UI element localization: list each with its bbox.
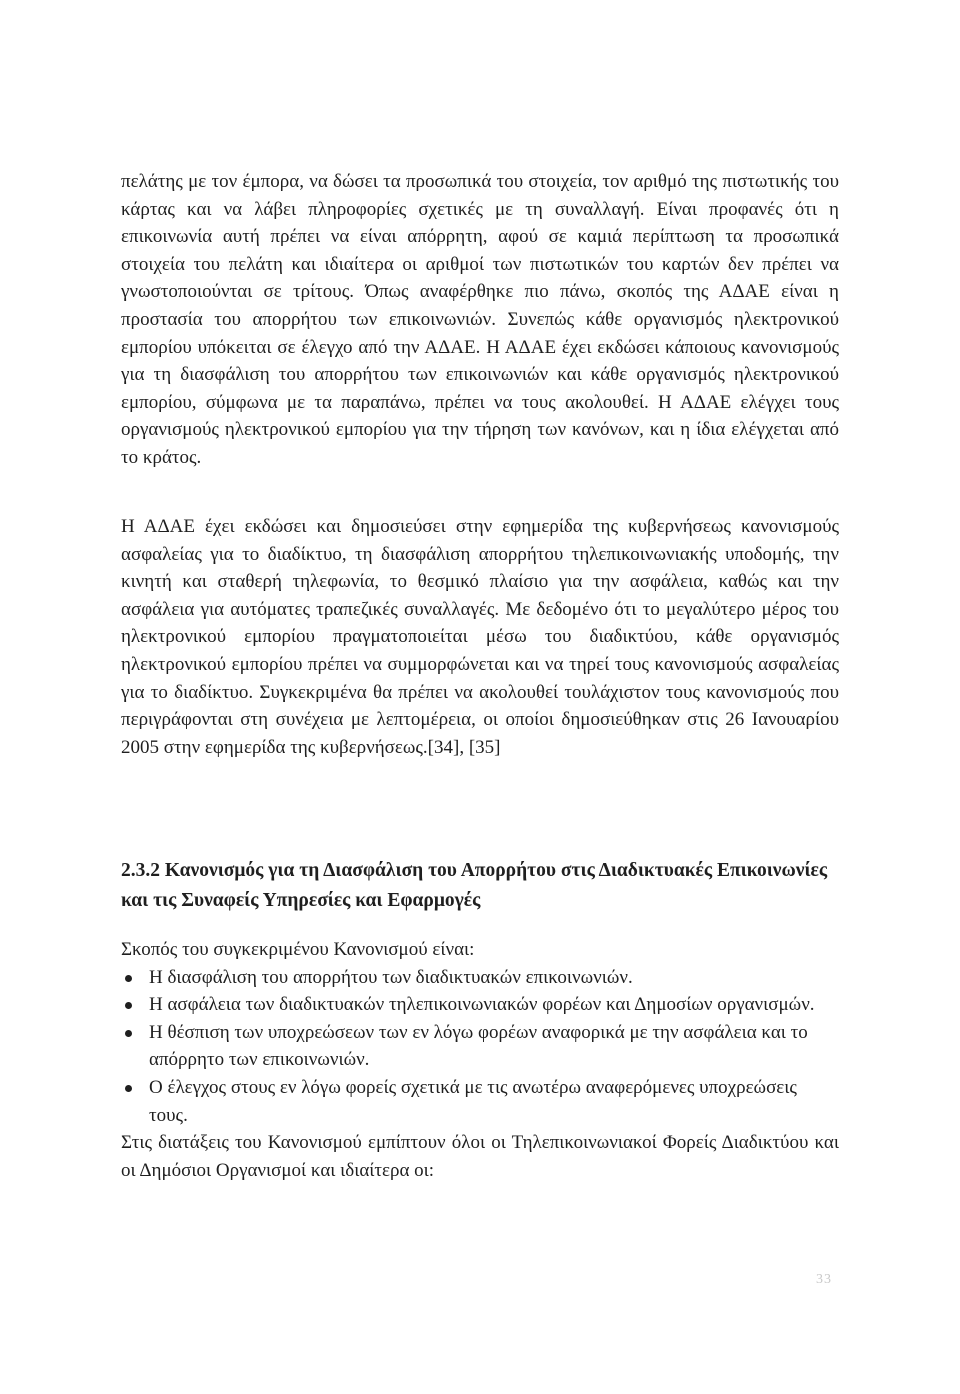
bullet-icon xyxy=(125,1002,132,1009)
paragraph-text: Η ΑΔΑΕ έχει εκδώσει και δημοσιεύσει στην εφημερίδα της κυβερνήσεως κανονισμούς ασφαλείας για το διαδίκτυο, τη διασφάλιση απορρήτου τηλεπικοινωνιακής υποδομής, την κινητή και σταθερή τηλεφωνία, το θεσμικό πλαίσιο για την ασφάλεια, καθώς και την ασφάλεια για αυτόματες τραπεζικές συναλλαγές. Με δεδομένο ότι το μεγαλύτερο μέρος του ηλεκτρονικού εμπορίου πραγματοποιείται μέσω του διαδικτύου, κάθε οργανισμός ηλεκτρονικού εμπορίου πρέπει να συμμορφώνεται και να τηρεί τους κανονισμούς ασφαλείας για το διαδίκτυο. Συγκεκριμένα θα πρέπει να ακολουθεί τουλάχιστον τους κανονισμούς που περιγράφονται στη συνέχεια με λεπτομέρεια, οι οποίοι δημοσιεύθηκαν στις 26 Ιανουαρίου 2005 στην εφημερίδα της κυβερνήσεως.[34], [35] xyxy=(121,516,839,758)
bullet-icon xyxy=(125,1085,132,1092)
list-item-text: Η θέσπιση των υποχρεώσεων των εν λόγω φορέων αναφορικά με την ασφάλεια και το απόρρητο των επικοινωνιών. xyxy=(149,1021,808,1071)
closing-paragraph: Στις διατάξεις του Κανονισμού εμπίπτουν όλοι οι Τηλεπικοινωνιακοί Φορείς Διαδικτύου και οι Δημόσιοι Οργανισμοί και ιδιαίτερα οι: xyxy=(121,1132,839,1181)
section-heading: 2.3.2 Κανονισμός για τη Διασφάλιση του Απορρήτου στις Διαδικτυακές Επικοινωνίες και τις Συναφείς Υπηρεσίες και Εφαρμογές xyxy=(121,860,828,911)
list-item xyxy=(121,991,839,1019)
section-content xyxy=(121,936,839,1184)
list-item-text: Ο έλεγχος στους εν λόγω φορείς σχετικά με τις ανωτέρω αναφερόμενες υποχρεώσεις τους. xyxy=(149,1076,797,1126)
body-paragraph-1 xyxy=(121,168,839,472)
bullet-list xyxy=(121,964,839,1130)
list-item-text: Η διασφάλιση του απορρήτου των διαδικτυακών επικοινωνιών. xyxy=(149,966,633,988)
list-item xyxy=(121,964,839,992)
list-item xyxy=(121,1019,839,1074)
paragraph-text: πελάτης με τον έμπορα, να δώσει τα προσωπικά του στοιχεία, τον αριθμό της πιστωτικής του κάρτας και να λάβει πληροφορίες σχετικές με τη συναλλαγή. Είναι προφανές ότι η επικοινωνία αυτή πρέπει να είναι απόρρητη, αφού σε καμιά περίπτωση τα προσωπικά στοιχεία του πελάτη και ιδιαίτερα οι αριθμοί των πιστωτικών του καρτών δεν πρέπει να γνωστοποιούνται σε τρίτους. Όπως αναφέρθηκε πιο πάνω, σκοπός της ΑΔΑΕ είναι η προστασία του απορρήτου των επικοινωνιών. Συνεπώς κάθε οργανισμός ηλεκτρονικού εμπορίου υπόκειται σε έλεγχο από την ΑΔΑΕ. Η ΑΔΑΕ έχει εκδώσει κάποιους κανονισμούς για τη διασφάλιση του απορρήτου των επικοινωνιών και κάθε οργανισμός ηλεκτρονικού εμπορίου, σύμφωνα με τα παραπάνω, πρέπει να τους ακολουθεί. Η ΑΔΑΕ ελέγχει τους οργανισμούς ηλεκτρονικού εμπορίου για την τήρηση των κανόνων, και η ίδια ελέγχεται από το κράτος. xyxy=(121,171,839,468)
bullet-icon xyxy=(125,1030,132,1037)
list-intro: Σκοπός του συγκεκριμένου Κανονισμού είναι: xyxy=(121,939,475,960)
list-item-text: Η ασφάλεια των διαδικτυακών τηλεπικοινωνιακών φορέων και Δημοσίων οργανισμών. xyxy=(149,994,815,1016)
page-number: 33 xyxy=(816,1272,832,1287)
body-paragraph-2 xyxy=(121,513,839,761)
bullet-icon xyxy=(125,975,132,982)
list-item xyxy=(121,1074,839,1129)
